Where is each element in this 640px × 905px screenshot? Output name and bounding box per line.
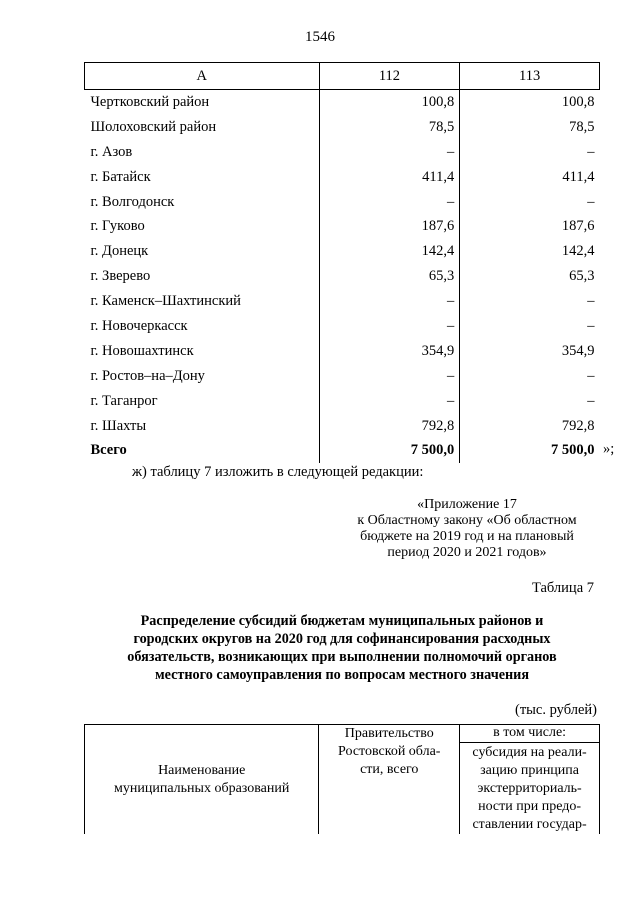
header-col-112: 112 — [319, 63, 460, 90]
header-text: ставлении государ- — [472, 817, 587, 832]
municipality-name: г. Гуково — [90, 218, 145, 235]
municipality-name: г. Новочеркасск — [90, 317, 188, 334]
table-row — [85, 140, 600, 165]
header-government-total — [319, 725, 460, 835]
table-row — [85, 190, 600, 215]
value-113: 411,4 — [562, 168, 595, 185]
table-row — [85, 264, 600, 289]
appendix-reference — [348, 497, 586, 561]
value-112: – — [319, 314, 460, 339]
municipality-name: г. Зверево — [90, 268, 151, 285]
units-note: (тыс. рублей) — [515, 702, 597, 718]
value-113: 187,6 — [561, 218, 595, 235]
value-113: – — [587, 293, 595, 310]
table-row — [85, 389, 600, 414]
value-113: 78,5 — [569, 118, 595, 135]
new-table-header — [84, 724, 600, 834]
municipality-name: г. Донецк — [90, 243, 149, 260]
header-col-a: А — [85, 63, 320, 90]
municipality-name: г. Каменск–Шахтинский — [90, 293, 241, 310]
subsidy-continuation-table — [84, 62, 600, 463]
appendix-line: бюджете на 2019 год и на плановый — [360, 529, 574, 544]
appendix-line: «Приложение 17 — [417, 497, 517, 512]
table-row — [85, 314, 600, 339]
municipality-name: Чертковский район — [90, 93, 210, 110]
header-text: ности при предо- — [478, 799, 582, 814]
table-row — [85, 339, 600, 364]
title-line: обязательств, возникающих при выполнении полномочий органов — [127, 649, 557, 665]
value-112: – — [319, 190, 460, 215]
header-text: экстерриториаль- — [477, 781, 582, 796]
value-112: – — [319, 289, 460, 314]
value-113: 792,8 — [561, 417, 595, 434]
value-113: 100,8 — [561, 93, 595, 110]
municipality-name: г. Шахты — [90, 417, 147, 434]
value-112: – — [319, 140, 460, 165]
table-row — [85, 90, 600, 115]
value-112: – — [319, 389, 460, 414]
header-col-113: 113 — [460, 63, 600, 90]
value-112: 354,9 — [319, 339, 460, 364]
table-title — [84, 612, 600, 684]
header-including: в том числе: — [460, 725, 600, 743]
value-112: 142,4 — [319, 239, 460, 264]
table-row — [85, 289, 600, 314]
value-112: 78,5 — [319, 115, 460, 140]
table-row — [85, 115, 600, 140]
value-112: 411,4 — [319, 165, 460, 190]
value-112: 100,8 — [319, 90, 460, 115]
title-line: городских округов на 2020 год для софинансирования расходных — [133, 631, 551, 647]
title-line: Распределение субсидий бюджетам муниципальных районов и — [140, 613, 544, 629]
appendix-line: период 2020 и 2021 годов» — [387, 545, 547, 560]
table-label: Таблица 7 — [531, 580, 594, 596]
value-113: – — [587, 143, 595, 160]
table-row — [85, 239, 600, 264]
municipality-name: г. Ростов–на–Дону — [90, 367, 205, 384]
page-number: 1546 — [305, 29, 335, 45]
value-113: 142,4 — [561, 243, 595, 260]
value-112: 792,8 — [319, 414, 460, 439]
table-row — [85, 165, 600, 190]
table-row — [85, 414, 600, 439]
header-municipality — [85, 725, 319, 835]
value-112: 65,3 — [319, 264, 460, 289]
header-text: субсидия на реали- — [472, 745, 587, 760]
municipality-name: г. Азов — [90, 143, 133, 160]
header-text: сти, всего — [360, 762, 419, 777]
value-113: – — [587, 367, 595, 384]
header-text: Правительство — [344, 726, 434, 741]
value-113: – — [587, 392, 595, 409]
value-112: 187,6 — [319, 214, 460, 239]
table-row — [85, 214, 600, 239]
municipality-name: г. Новошахтинск — [90, 342, 194, 359]
municipality-name: Всего — [90, 442, 127, 459]
value-113: – — [587, 193, 595, 210]
municipality-name: г. Батайск — [90, 168, 151, 185]
table-header-row — [85, 63, 600, 90]
header-text: Ростовской обла- — [338, 744, 441, 759]
value-113: 7 500,0 — [551, 442, 595, 459]
appendix-line: к Областному закону «Об областном — [357, 513, 577, 528]
municipality-name: Шолоховский район — [90, 118, 217, 135]
header-text: зацию принципа — [480, 763, 579, 778]
value-113: 354,9 — [561, 342, 595, 359]
header-text: муниципальных образований — [114, 780, 290, 796]
amendment-instruction: ж) таблицу 7 изложить в следующей редакции: — [132, 464, 424, 480]
header-text: Наименование — [158, 762, 246, 778]
total-row — [85, 438, 600, 463]
header-extraterritoriality-subsidy — [460, 743, 600, 835]
value-113: 65,3 — [569, 268, 595, 285]
title-line: местного самоуправления по вопросам местного значения — [154, 667, 530, 683]
municipality-name: г. Таганрог — [90, 392, 158, 409]
value-112: 7 500,0 — [319, 438, 460, 463]
value-112: – — [319, 364, 460, 389]
municipality-name: г. Волгодонск — [90, 193, 175, 210]
value-113: – — [587, 317, 595, 334]
closing-quote-mark: »; — [603, 441, 615, 457]
table-row — [85, 364, 600, 389]
